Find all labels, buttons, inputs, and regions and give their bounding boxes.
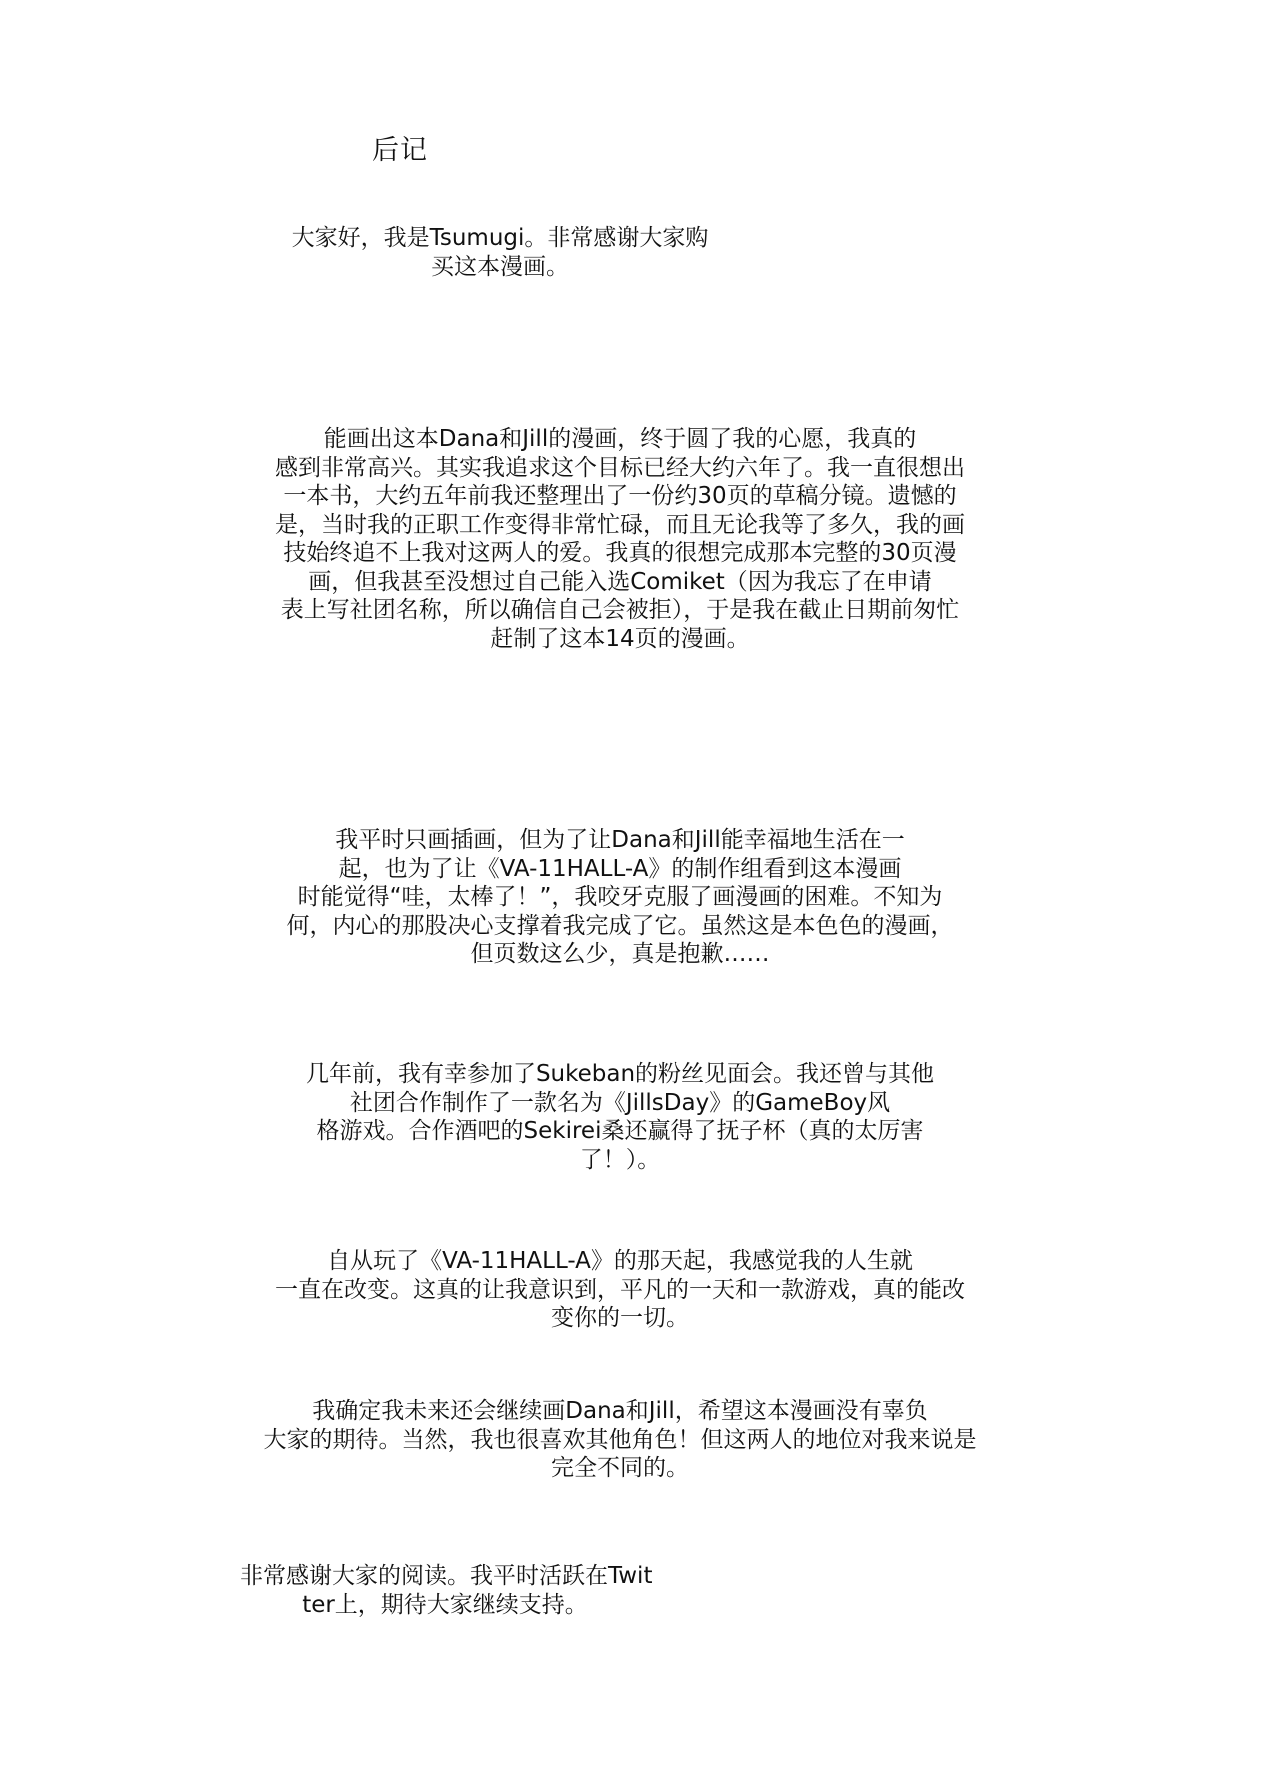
paragraph-fan-meeting xyxy=(270,1060,970,1174)
text-line: 时能觉得“哇，太棒了！”，我咬牙克服了画漫画的困难。不知为 xyxy=(297,884,943,910)
text-line: 格游戏。合作酒吧的Sekirei桑还赢得了抚子杯（真的太厉害 xyxy=(316,1118,924,1144)
text-line: 变你的一切。 xyxy=(551,1305,689,1331)
paragraph-thanks xyxy=(240,1562,653,1619)
text-line: 几年前，我有幸参加了Sukeban的粉丝见面会。我还曾与其他 xyxy=(305,1061,935,1087)
text-line: 但页数这么少，真是抱歉…… xyxy=(470,941,770,967)
text-line: 一直在改变。这真的让我意识到，平凡的一天和一款游戏，真的能改 xyxy=(275,1276,965,1303)
page-title: 后记 xyxy=(372,135,428,166)
paragraph-future xyxy=(250,1397,990,1483)
text-line: 赶制了这本14页的漫画。 xyxy=(490,625,750,652)
text-line: 何，内心的那股决心支撑着我完成了它。虽然这是本色色的漫画， xyxy=(286,912,954,939)
paragraph-motivation xyxy=(240,826,1000,969)
text-line: 了！）。 xyxy=(579,1146,661,1173)
text-line: 一本书，大约五年前我还整理出了一份约30页的草稿分镜。遗憾的 xyxy=(283,483,957,509)
text-line: 大家好，我是Tsumugi。非常感谢大家购 xyxy=(291,225,709,251)
text-line: 完全不同的。 xyxy=(551,1455,689,1481)
text-line: 表上写社团名称，所以确信自己会被拒），于是我在截止日期前匆忙 xyxy=(280,597,960,623)
text-line: 我确定我未来还会继续画Dana和Jill，希望这本漫画没有辜负 xyxy=(312,1398,928,1424)
text-line: 自从玩了《VA-11HALL-A》的那天起，我感觉我的人生就 xyxy=(327,1248,913,1274)
text-line: 感到非常高兴。其实我追求这个目标已经大约六年了。我一直很想出 xyxy=(275,454,965,481)
text-line: 买这本漫画。 xyxy=(431,253,569,280)
text-line: ter上，期待大家继续支持。 xyxy=(302,1591,588,1618)
text-line: 起，也为了让《VA-11HALL-A》的制作组看到这本漫画 xyxy=(338,855,902,882)
text-line: 能画出这本Dana和Jill的漫画，终于圆了我的心愿，我真的 xyxy=(323,426,917,452)
paragraph-dream xyxy=(240,425,1000,653)
text-line: 画，但我甚至没想过自己能入选Comiket（因为我忘了在申请 xyxy=(308,568,932,595)
text-line: 是，当时我的正职工作变得非常忙碌，而且无论我等了多久，我的画 xyxy=(275,511,965,538)
text-line: 非常感谢大家的阅读。我平时活跃在Twit xyxy=(240,1563,653,1589)
text-line: 我平时只画插画，但为了让Dana和Jill能幸福地生活在一 xyxy=(335,827,905,853)
paragraph-greeting xyxy=(250,224,750,281)
text-line: 技始终追不上我对这两人的爱。我真的很想完成那本完整的30页漫 xyxy=(283,540,957,566)
text-line: 社团合作制作了一款名为《JillsDay》的GameBoy风 xyxy=(349,1089,891,1116)
paragraph-life-change xyxy=(250,1247,990,1333)
text-line: 大家的期待。当然，我也很喜欢其他角色！但这两人的地位对我来说是 xyxy=(263,1426,977,1453)
